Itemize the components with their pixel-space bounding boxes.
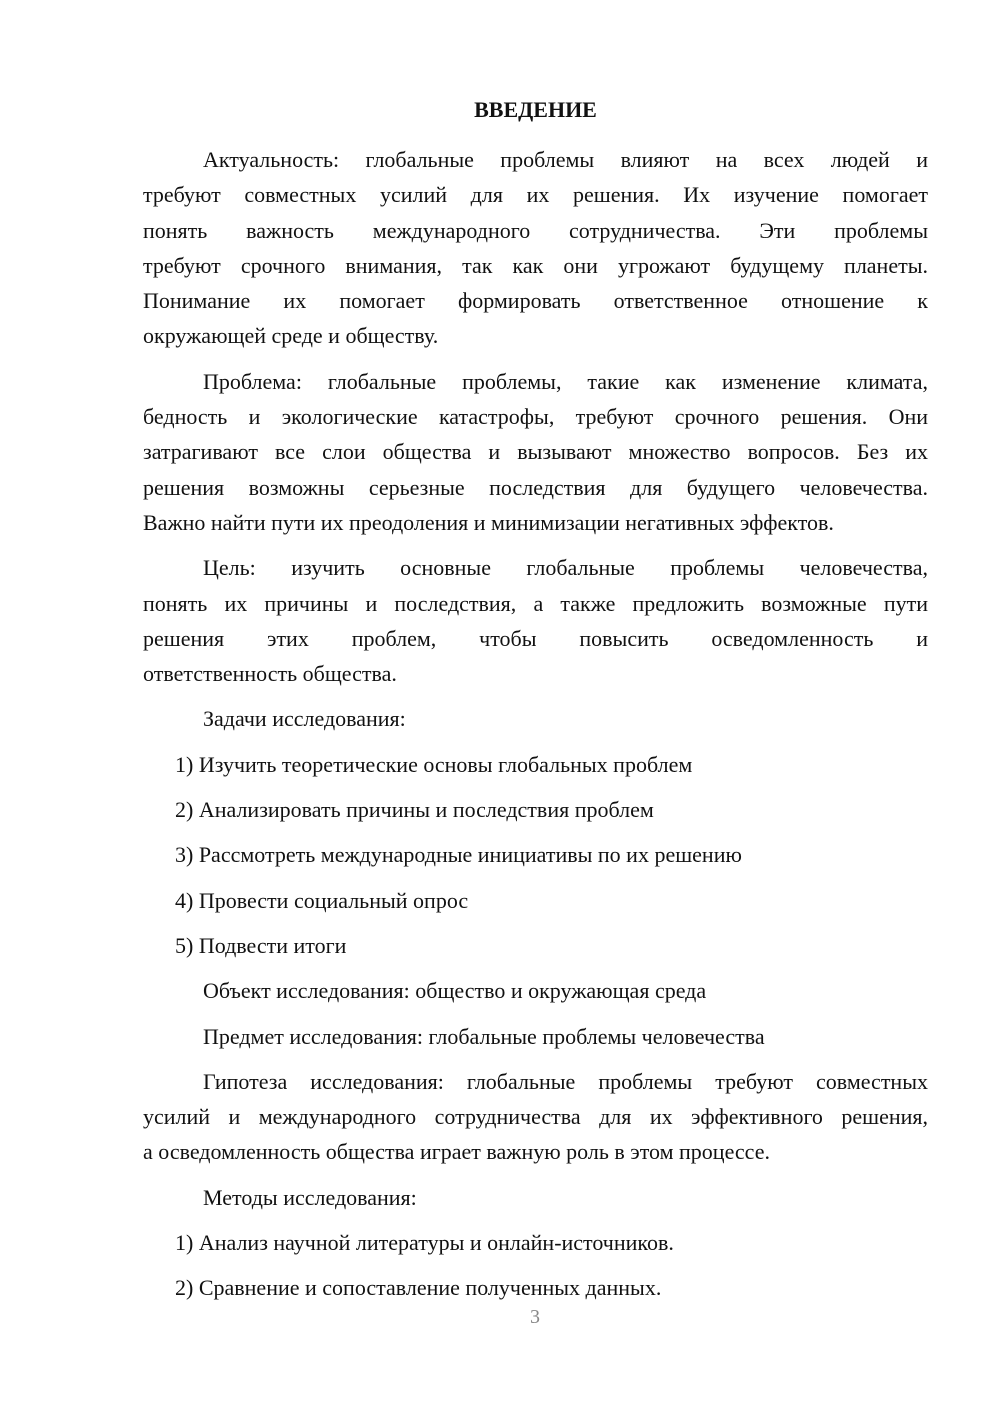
paragraph <box>143 1019 928 1054</box>
text-line: 4) Провести социальный опрос <box>175 887 469 913</box>
paragraph <box>143 550 928 691</box>
text-line: Понимание их помогает формировать ответственное отношение к <box>143 288 928 314</box>
text-line: Важно найти пути их преодоления и минимизации негативных эффектов. <box>143 509 834 535</box>
text-line: решения возможны серьезные последствия для будущего человечества. <box>143 474 928 500</box>
text-line: 1) Изучить теоретические основы глобальных проблем <box>175 751 693 777</box>
text-line: усилий и международного сотрудничества для их эффективного решения, <box>143 1104 928 1130</box>
document-page <box>143 92 928 1316</box>
text-line: понять их причины и последствия, а также предложить возможные пути <box>143 590 928 616</box>
text-line: Объект исследования: общество и окружающая среда <box>203 978 707 1004</box>
text-line: 1) Анализ научной литературы и онлайн-источников. <box>175 1230 674 1256</box>
list-item <box>143 1225 928 1260</box>
text-line: решения этих проблем, чтобы повысить осведомленность и <box>143 625 928 651</box>
page-number: 3 <box>530 1306 540 1328</box>
text-line: ответственность общества. <box>143 661 397 687</box>
page-title: ВВЕДЕНИЕ <box>474 97 597 122</box>
paragraph <box>143 142 928 354</box>
paragraph <box>143 1064 928 1170</box>
text-line: Цель: изучить основные глобальные проблемы человечества, <box>203 555 928 581</box>
text-line: Гипотеза исследования: глобальные проблемы требуют совместных <box>203 1068 928 1094</box>
text-line: 3) Рассмотреть международные инициативы по их решению <box>175 842 742 868</box>
list-item <box>143 883 928 918</box>
list-item <box>143 747 928 782</box>
text-line: Актуальность: глобальные проблемы влияют на всех людей и <box>203 147 928 172</box>
document-body <box>143 142 928 1306</box>
list-item <box>143 1270 928 1305</box>
paragraph <box>143 1180 928 1215</box>
text-line: требуют совместных усилий для их решения. Их изучение помогает <box>143 182 928 208</box>
paragraph <box>143 701 928 736</box>
text-line: 2) Анализировать причины и последствия проблем <box>175 797 654 823</box>
text-line: Проблема: глобальные проблемы, такие как изменение климата, <box>203 368 928 394</box>
text-line: затрагивают все слои общества и вызывают множество вопросов. Без их <box>143 439 928 465</box>
text-line: окружающей среде и обществу. <box>143 323 439 349</box>
list-item <box>143 792 928 827</box>
paragraph <box>143 364 928 540</box>
text-line: Задачи исследования: <box>203 706 406 732</box>
text-line: 2) Сравнение и сопоставление полученных данных. <box>175 1275 662 1301</box>
paragraph <box>143 973 928 1008</box>
text-line: 5) Подвести итоги <box>175 932 347 958</box>
list-item <box>143 837 928 872</box>
text-line: бедность и экологические катастрофы, требуют срочного решения. Они <box>143 404 928 430</box>
text-line: понять важность международного сотрудничества. Эти проблемы <box>143 217 928 243</box>
text-line: Методы исследования: <box>203 1184 417 1210</box>
text-line: требуют срочного внимания, так как они угрожают будущему планеты. <box>143 252 928 278</box>
text-line: а осведомленность общества играет важную роль в этом процессе. <box>143 1139 770 1165</box>
text-line: Предмет исследования: глобальные проблемы человечества <box>203 1023 765 1049</box>
list-item <box>143 928 928 963</box>
